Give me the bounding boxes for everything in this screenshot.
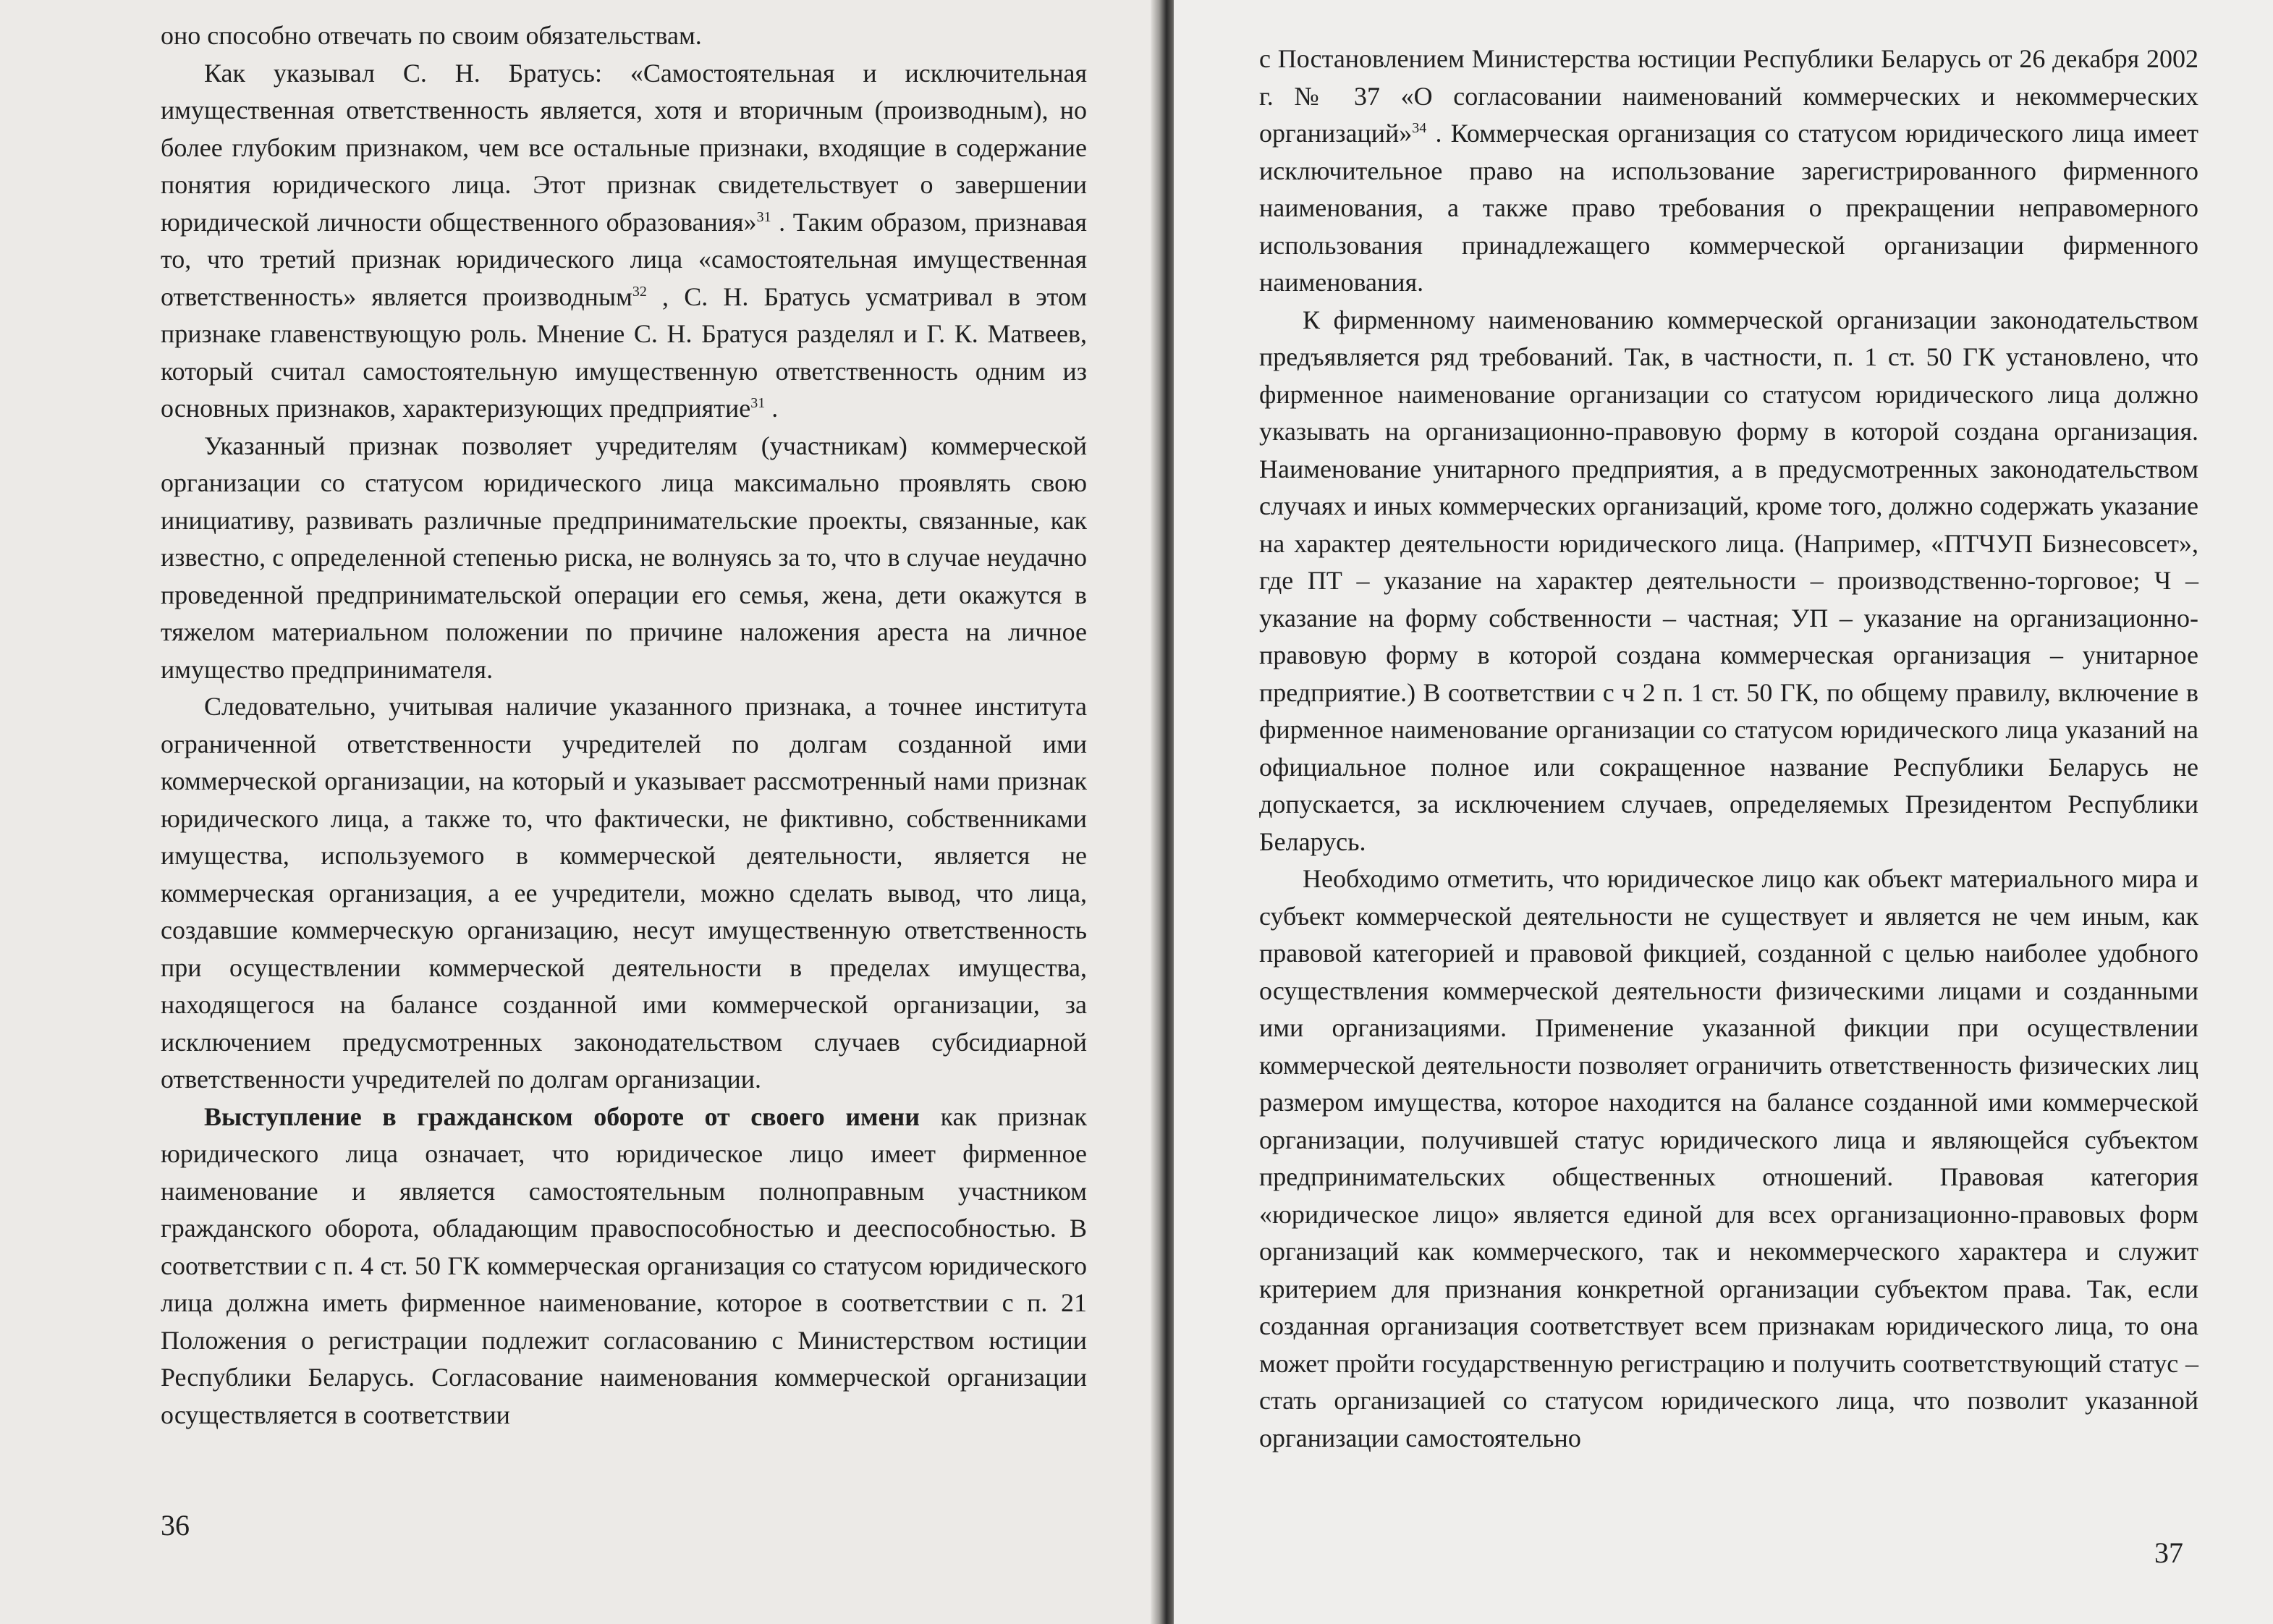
- left-page-number: 36: [161, 1509, 190, 1541]
- paragraph: [1259, 302, 2198, 861]
- footnote-ref: 31: [756, 208, 771, 225]
- bold-term: Выступление в гражданском обороте от своего имени: [204, 1101, 920, 1131]
- footnote-ref: 34: [1412, 120, 1427, 136]
- left-page-text: [161, 17, 1087, 1434]
- footnote-ref: 31: [750, 395, 766, 411]
- paragraph: [161, 428, 1087, 689]
- text-span: . Таким образом, признавая то, что третий признак юридического лица «самостоятельная имущественная ответственность» является производным: [161, 207, 1087, 311]
- text-span: Необходимо отметить, что юридическое лицо как объект материального мира и субъект коммерческой деятельности не существует и является не чем иным, как правовой категорией и правовой фикцией, созданной с целью наиболее удобного осуществления коммерческой деятельности физическими лицами и созданными ими организациями. Применение указанной фикции при осуществлении коммерческой деятельности позволяет ограничить ответственность физических лиц размером имущества, которое находится на балансе созданной ими коммерческой организации, получившей статус юридического лица и являющейся субъектом предпринимательских общественных отношений. Правовая категория «юридическое лицо» является единой для всех организационно-правовых форм организаций как коммерческого, так и некоммерческого характера и служит критерием для признания конкретной организации субъектом права. Так, если созданная организация соответствует всем признакам юридического лица, то она может пройти государственную регистрацию и получить соответствующий статус – стать организацией со статусом юридического лица, что позволит указанной организации самостоятельно: [1259, 864, 2198, 1452]
- paragraph: [161, 688, 1087, 1099]
- right-page: [1174, 0, 2273, 1624]
- paragraph: [161, 17, 1087, 55]
- paragraph: [161, 1099, 1087, 1434]
- right-page-text: [1259, 41, 2198, 1457]
- paragraph: [161, 55, 1087, 428]
- text-span: с Постановлением Министерства юстиции Республики Беларусь от 26 декабря 2002 г. № 37 «О согласовании наименований коммерческих и некоммерческих организаций»: [1259, 44, 2198, 148]
- footnote-ref: 32: [632, 283, 647, 300]
- text-span: Следовательно, учитывая наличие указанного признака, а точнее института ограниченной ответственности учредителей по долгам созданной ими коммерческой организации, на который и указывает рассмотренный нами признак юридического лица, а также то, что фактически, не фиктивно, собственниками имущества, используемого в коммерческой деятельности, является не коммерческая организация, а ее учредители, можно сделать вывод, что лица, создавшие коммерческую организацию, несут имущественную ответственность при осуществлении коммерческой деятельности в пределах имущества, находящегося на балансе созданной ими коммерческой организации, за исключением предусмотренных законодательством случаев субсидиарной ответственности учредителей по долгам организации.: [161, 692, 1087, 1094]
- text-span: К фирменному наименованию коммерческой организации законодательством предъявляется ряд требований. Так, в частности, п. 1 ст. 50 ГК установлено, что фирменное наименование организации со статусом юридического лица должно указывать на организационно-правовую форму в которой создана организация. Наименование унитарного предприятия, а в предусмотренных законодательством случаях и иных коммерческих организаций, кроме того, должно содержать указание на характер деятельности юридического лица. (Например, «ПТЧУП Бизнесовсет», где ПТ – указание на характер деятельности – производственно-торговое; Ч – указание на форму собственности – частная; УП – указание на организационно-правовую форму в которой создана коммерческая организация – унитарное предприятие.) В соответствии с ч 2 п. 1 ст. 50 ГК, по общему правилу, включение в фирменное наименование организации со статусом юридического лица указаний на официальное полное или сокращенное название Республики Беларусь не допускается, за исключением случаев, определяемых Президентом Республики Беларусь.: [1259, 305, 2198, 856]
- text-span: оно способно отвечать по своим обязательствам.: [161, 21, 702, 50]
- text-span: как признак юридического лица означает, что юридическое лицо имеет фирменное наименование и является самостоятельным полноправным участником гражданского оборота, обладающим правоспособностью и дееспособностью. В соответствии с п. 4 ст. 50 ГК коммерческая организация со статусом юридического лица должна иметь фирменное наименование, которое в соответствии с п. 21 Положения о регистрации подлежит согласованию с Министерством юстиции Республики Беларусь. Согласование наименования коммерческой организации осуществляется в соответствии: [161, 1101, 1087, 1429]
- paragraph: [1259, 860, 2198, 1457]
- text-span: Как указывал С. Н. Братусь: «Самостоятельная и исключительная имущественная ответственность является, хотя и вторичным (производным), но более глубоким признаком, чем все остальные признаки, входящие в содержание понятия юридического лица. Этот признак свидетельствует о завершении юридической личности общественного образования»: [161, 58, 1087, 237]
- text-span: .: [765, 394, 779, 423]
- text-span: Указанный признак позволяет учредителям (участникам) коммерческой организации со статусом юридического лица максимально проявлять свою инициативу, развивать различные предпринимательские проекты, связанные, как известно, с определенной степенью риска, не волнуясь за то, что в случае неудачно проведенной предпринимательской операции его семья, жена, дети окажутся в тяжелом материальном положении по причине наложения ареста на личное имущество предпринимателя.: [161, 431, 1087, 684]
- text-span: , С. Н. Братусь усматривал в этом признаке главенствующую роль. Мнение С. Н. Братуся разделял и Г. К. Матвеев, который считал самостоятельную имущественную ответственность одним из основных признаков, характеризующих предприятие: [161, 282, 1087, 423]
- paragraph: [1259, 41, 2198, 302]
- text-span: . Коммерческая организация со статусом юридического лица имеет исключительное право на использование зарегистрированного фирменного наименования, а также право требования о прекращении неправомерного использования принадлежащего коммерческой организации фирменного наименования.: [1259, 119, 2198, 297]
- right-page-number: 37: [2154, 1536, 2183, 1569]
